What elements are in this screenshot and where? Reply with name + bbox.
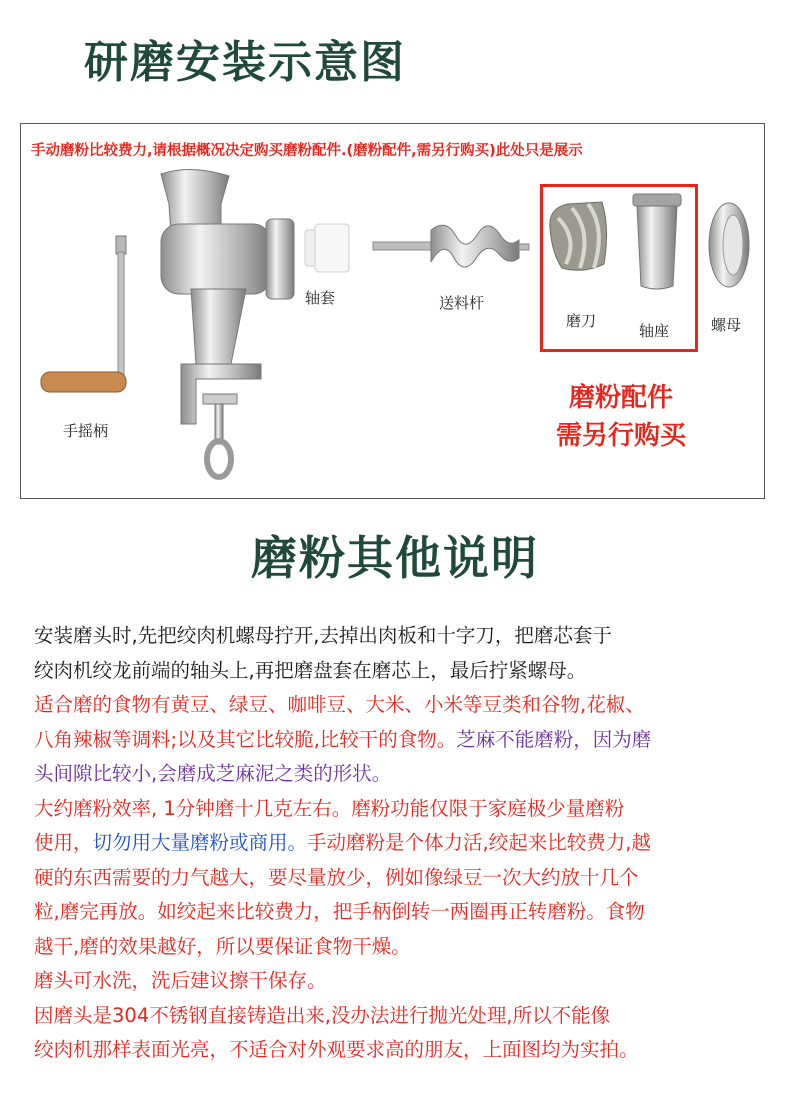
instruction-segment: 八角辣椒等调料;以及其它比较脆,比较干的食物。 bbox=[34, 727, 457, 751]
instruction-segment: 手动磨粉是个体力活,绞起来比较费力,越 bbox=[307, 831, 651, 854]
instruction-line: 绞肉机绞龙前端的轴头上,再把磨盘套在磨芯上，最后拧紧螺母。 bbox=[34, 658, 587, 682]
shaft-seat-label: 轴座 bbox=[639, 322, 670, 340]
shaft-seat-image bbox=[629, 192, 689, 294]
accessory-note-line-2: 需另行购买 bbox=[555, 421, 686, 451]
instruction-line: 越干,磨的效果越好，所以要保证食物干燥。 bbox=[34, 934, 411, 958]
accessory-purchase-note bbox=[521, 379, 721, 455]
nut-label: 螺母 bbox=[711, 316, 742, 334]
shaft-sleeve-label: 轴套 bbox=[305, 289, 336, 307]
commercial-use-warning: 切勿用大量磨粉或商用。 bbox=[92, 831, 308, 854]
grinding-blade-image bbox=[544, 198, 612, 278]
instruction-line bbox=[34, 723, 769, 758]
nut-image bbox=[705, 200, 753, 290]
instruction-line bbox=[34, 826, 769, 861]
grinding-blade-label: 磨刀 bbox=[566, 312, 597, 330]
sesame-warning: 头间隙比较小,会磨成芝麻泥之类的形状。 bbox=[34, 762, 392, 785]
instruction-line: 安装磨头时,先把绞肉机螺母拧开,去掉出肉板和十字刀，把磨芯套于 bbox=[34, 624, 612, 647]
grinder-body-image bbox=[151, 164, 311, 484]
purchase-notice: 手动磨粉比较费力,请根据概况决定购买磨粉配件.(磨粉配件,需另行购买)此处只是展示 bbox=[31, 143, 583, 159]
grinding-instructions bbox=[34, 619, 769, 1068]
instruction-line: 适合磨的食物有黄豆、绿豆、咖啡豆、大米、小米等豆类和谷物,花椒、 bbox=[34, 693, 645, 716]
installation-diagram-title: 研磨安装示意图 bbox=[84, 37, 406, 88]
instruction-line: 粒,磨完再放。如绞起来比较费力，把手柄倒转一两圈再正转磨粉。食物 bbox=[34, 900, 645, 923]
instruction-line: 硬的东西需要的力气越大，要尽量放少，例如像绿豆一次大约放十几个 bbox=[34, 865, 639, 889]
accessory-note-line-1: 磨粉配件 bbox=[568, 383, 673, 413]
installation-diagram bbox=[20, 123, 765, 499]
sesame-warning: 芝麻不能磨粉，因为磨 bbox=[456, 727, 652, 751]
feed-rod-label: 送料杆 bbox=[439, 294, 485, 312]
instruction-line: 因磨头是304不锈钢直接铸造出来,没办法进行抛光处理,所以不能像 bbox=[34, 1003, 611, 1027]
other-notes-title: 磨粉其他说明 bbox=[251, 531, 539, 585]
instruction-line: 绞肉机那样表面光亮，不适合对外观要求高的朋友，上面图均为实拍。 bbox=[34, 1038, 639, 1061]
handle-label: 手摇柄 bbox=[63, 422, 109, 440]
crank-handle-image bbox=[36, 234, 146, 404]
instruction-line: 大约磨粉效率, 1分钟磨十几克左右。磨粉功能仅限于家庭极少量磨粉 bbox=[34, 796, 625, 820]
shaft-sleeve-image bbox=[301, 220, 361, 275]
instruction-line: 磨头可水洗，洗后建议擦干保存。 bbox=[34, 969, 327, 992]
feed-rod-image bbox=[371, 218, 531, 278]
instruction-segment: 使用， bbox=[34, 831, 93, 854]
